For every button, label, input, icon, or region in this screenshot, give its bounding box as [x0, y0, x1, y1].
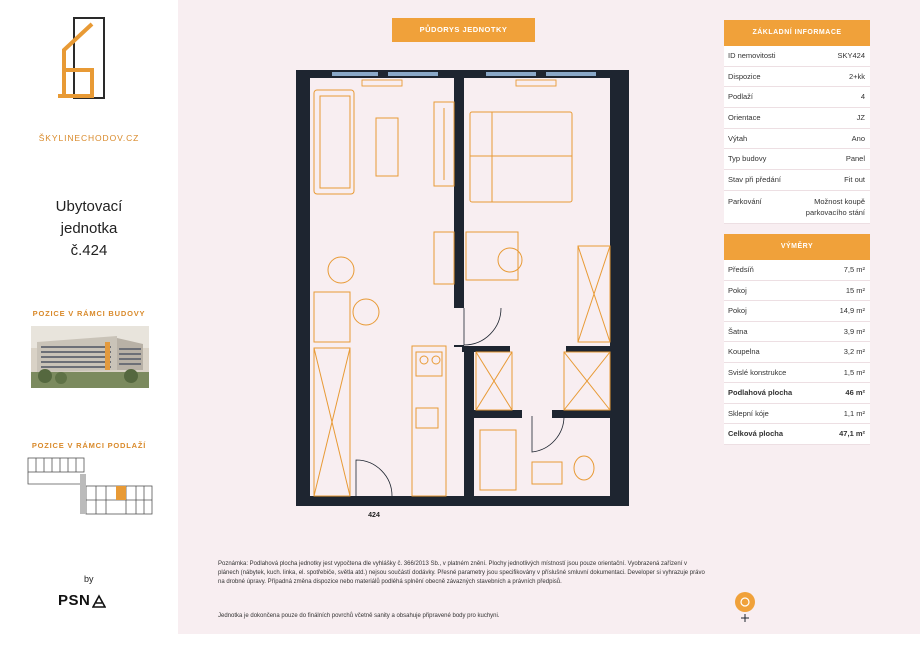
info-row [724, 67, 870, 88]
area-value: 14,9 m² [839, 306, 865, 315]
unit-title-line: jednotka [60, 220, 118, 237]
floorplan-header: PŮDORYS JEDNOTKY [392, 18, 535, 42]
building-photo [31, 326, 149, 388]
area-label: Podlahová plocha [728, 388, 793, 397]
area-row [724, 322, 870, 343]
area-label: Pokoj [728, 285, 747, 295]
furniture-living [314, 90, 454, 342]
floorplan [296, 60, 629, 522]
areas-header: VÝMĚRY [724, 234, 870, 260]
areas-panel [724, 234, 870, 445]
info-label: Orientace [728, 113, 761, 123]
info-label: Podlaží [728, 92, 754, 102]
psn-mark-icon [92, 594, 106, 608]
info-label: Výtah [728, 133, 748, 143]
compass-icon [730, 588, 760, 624]
floor-position-caption: POZICE V RÁMCI PODLAŽÍ [31, 441, 147, 450]
info-value: SKY424 [837, 51, 865, 60]
doors [356, 308, 564, 496]
area-row [724, 363, 870, 384]
area-row [724, 301, 870, 322]
area-row [724, 281, 870, 302]
basic-info-header: ZÁKLADNÍ INFORMACE [724, 20, 870, 46]
by-label: by [84, 574, 94, 584]
info-value: Ano [851, 133, 865, 143]
area-label: Pokoj [728, 306, 747, 315]
info-label: Stav při předání [728, 175, 781, 185]
area-value: 15 m² [845, 285, 865, 295]
area-row-total [724, 424, 870, 445]
area-value: 3,9 m² [843, 326, 865, 336]
area-row [724, 342, 870, 363]
info-row [724, 108, 870, 129]
area-label: Šatna [728, 326, 748, 336]
area-label: Celková plocha [728, 429, 784, 438]
floor-position-plan [20, 456, 156, 520]
note-text-completion: Jednotka je dokončena pouze do finálních povrchů včetně sanity a obsahuje připravené body pro kuchyni. [218, 613, 500, 619]
sidebar [0, 0, 178, 647]
area-label: Koupelna [728, 347, 760, 356]
info-row [724, 87, 870, 108]
developer-logo [58, 592, 106, 609]
note-text: Poznámka: Podlahová plocha jednotky jest vypočtena dle vyhlášky č. 366/2013 Sb., v platném znění. Plochy jednotlivých místností jsou pouze orientační. Vyobrazená zařízení v plánech (nábytek, kuch. linka, el. spotřebiče, světla atd.) nejsou součástí dodávky. Přesné parametry jsou specifikovány v příslušné smluvní dokumentaci. Developer si vyhrazuje právo na drobné úpravy. Případná změna dispozice nebo materiálů podléhá splnění obecně závazných stavebních a právních předpisů. [218, 561, 705, 586]
area-value: 7,5 m² [843, 265, 865, 274]
info-label: Dispozice [728, 71, 761, 81]
info-row [724, 46, 870, 67]
area-row [724, 260, 870, 281]
info-row [724, 191, 870, 224]
area-value: 46 m² [845, 388, 865, 397]
unit-title-line: č.424 [70, 242, 108, 259]
info-value: Fit out [844, 175, 865, 185]
unit-title-line: Ubytovací [55, 198, 123, 215]
info-label: ID nemovitosti [728, 51, 776, 60]
info-value: Možnost koupě parkovacího stání [805, 196, 865, 217]
walls [296, 70, 629, 506]
unit-door-label: 424 [368, 512, 380, 519]
basic-info-panel [724, 20, 870, 224]
furniture-bedroom [466, 112, 610, 342]
info-value: 4 [860, 92, 865, 102]
area-label: Předsíň [728, 265, 754, 274]
developer-name: PSN [58, 592, 91, 609]
area-row [724, 404, 870, 425]
info-value: 2+kk [848, 71, 865, 81]
info-row [724, 170, 870, 191]
area-label: Svislé konstrukce [728, 367, 787, 377]
skyline-logo-icon [52, 16, 112, 100]
area-value: 1,1 m² [843, 408, 865, 418]
area-value: 47,1 m² [839, 429, 865, 438]
unit-title [0, 196, 178, 262]
area-row-total [724, 383, 870, 404]
info-label: Parkování [728, 196, 762, 206]
info-value: Panel [845, 154, 865, 164]
furniture-kitchen [314, 346, 610, 496]
area-value: 3,2 m² [843, 347, 865, 356]
area-label: Sklepní kóje [728, 408, 769, 418]
info-row [724, 129, 870, 150]
info-value: JZ [856, 113, 865, 123]
info-row [724, 149, 870, 170]
info-label: Typ budovy [728, 154, 767, 164]
building-position-caption: POZICE V RÁMCI BUDOVY [32, 309, 146, 318]
area-value: 1,5 m² [843, 367, 865, 377]
brand-name: ŠKYLINECHODOV.CZ [38, 133, 140, 143]
